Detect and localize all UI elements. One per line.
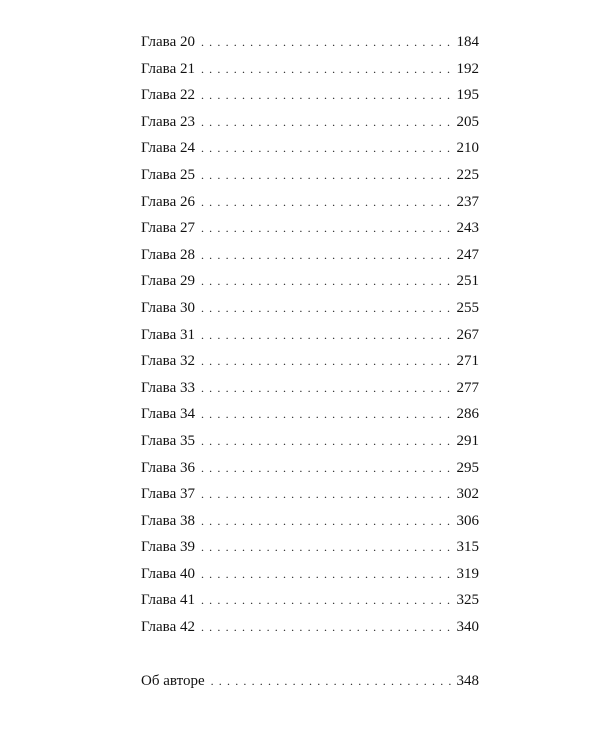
dot-leader <box>201 428 455 455</box>
toc-entry-page: 306 <box>456 512 479 529</box>
toc-entry-label: Глава 21 <box>141 60 195 77</box>
toc-entry-chapter[interactable] <box>141 242 479 269</box>
toc-entry-page: 251 <box>456 273 479 290</box>
toc-entry-page: 184 <box>456 34 479 50</box>
toc-entry-chapter[interactable] <box>141 189 479 216</box>
dot-leader <box>201 189 455 216</box>
toc-entry-about-author[interactable] <box>141 668 479 695</box>
toc-entry-chapter[interactable] <box>141 455 479 482</box>
toc-entry-page: 210 <box>456 140 479 157</box>
dot-leader <box>201 614 455 641</box>
toc-entry-label: Глава 25 <box>141 166 195 183</box>
toc-entry-chapter[interactable] <box>141 29 479 56</box>
toc-entry-label: Глава 20 <box>141 34 195 50</box>
dot-leader <box>201 162 455 189</box>
dot-leader <box>201 215 455 242</box>
toc-entry-page: 267 <box>456 326 479 343</box>
toc-entry-label: Глава 24 <box>141 140 195 157</box>
toc-entry-label: Глава 30 <box>141 299 195 316</box>
toc-entry-label: Об авторе <box>141 672 205 689</box>
toc-spacer <box>141 641 479 668</box>
dot-leader <box>201 295 455 322</box>
toc-entry-page: 255 <box>456 299 479 316</box>
toc-entry-page: 348 <box>456 672 479 689</box>
toc-entry-chapter[interactable] <box>141 295 479 322</box>
toc-entry-page: 295 <box>456 459 479 476</box>
toc-entry-label: Глава 36 <box>141 459 195 476</box>
toc-entry-chapter[interactable] <box>141 401 479 428</box>
toc-entry-chapter[interactable] <box>141 614 479 641</box>
toc-entry-label: Глава 27 <box>141 220 195 237</box>
toc-entry-chapter[interactable] <box>141 561 479 588</box>
dot-leader <box>201 534 455 561</box>
toc-entry-page: 237 <box>456 193 479 210</box>
dot-leader <box>201 109 455 136</box>
toc-entry-label: Глава 22 <box>141 87 195 104</box>
dot-leader <box>201 135 455 162</box>
toc-entry-label: Глава 29 <box>141 273 195 290</box>
toc-entry-chapter[interactable] <box>141 268 479 295</box>
toc-entry-chapter[interactable] <box>141 56 479 83</box>
dot-leader <box>201 56 455 83</box>
toc-entry-label: Глава 31 <box>141 326 195 343</box>
dot-leader <box>201 29 455 56</box>
toc-entry-page: 319 <box>456 565 479 582</box>
toc-entry-chapter[interactable] <box>141 481 479 508</box>
dot-leader <box>201 481 455 508</box>
toc-entry-page: 192 <box>456 60 479 77</box>
dot-leader <box>201 82 455 109</box>
toc-entry-chapter[interactable] <box>141 587 479 614</box>
chapter-list <box>141 29 479 641</box>
dot-leader <box>201 455 455 482</box>
toc-entry-label: Глава 39 <box>141 539 195 556</box>
toc-entry-chapter[interactable] <box>141 162 479 189</box>
toc-entry-label: Глава 33 <box>141 379 195 396</box>
toc-entry-label: Глава 26 <box>141 193 195 210</box>
toc-entry-label: Глава 38 <box>141 512 195 529</box>
toc-entry-label: Глава 32 <box>141 353 195 370</box>
toc-entry-label: Глава 41 <box>141 592 195 609</box>
toc-entry-page: 302 <box>456 486 479 503</box>
toc-entry-label: Глава 37 <box>141 486 195 503</box>
dot-leader <box>201 587 455 614</box>
toc-entry-chapter[interactable] <box>141 215 479 242</box>
toc-entry-label: Глава 42 <box>141 619 195 636</box>
dot-leader <box>201 508 455 535</box>
toc-entry-page: 340 <box>456 619 479 636</box>
dot-leader <box>201 401 455 428</box>
toc-entry-label: Глава 40 <box>141 565 195 582</box>
toc-entry-page: 243 <box>456 220 479 237</box>
dot-leader <box>201 348 455 375</box>
toc-entry-label: Глава 35 <box>141 432 195 449</box>
dot-leader <box>201 561 455 588</box>
toc-entry-page: 286 <box>456 406 479 423</box>
dot-leader <box>201 322 455 349</box>
toc-entry-page: 325 <box>456 592 479 609</box>
toc-entry-chapter[interactable] <box>141 534 479 561</box>
toc-entry-chapter[interactable] <box>141 322 479 349</box>
dot-leader <box>211 668 455 695</box>
toc-entry-page: 271 <box>456 353 479 370</box>
toc-entry-chapter[interactable] <box>141 508 479 535</box>
toc-entry-page: 195 <box>456 87 479 104</box>
toc-entry-label: Глава 34 <box>141 406 195 423</box>
toc-entry-page: 315 <box>456 539 479 556</box>
toc-entry-chapter[interactable] <box>141 375 479 402</box>
toc-entry-page: 205 <box>456 113 479 130</box>
toc-entry-chapter[interactable] <box>141 428 479 455</box>
toc-entry-chapter[interactable] <box>141 82 479 109</box>
toc-entry-chapter[interactable] <box>141 109 479 136</box>
dot-leader <box>201 242 455 269</box>
toc-entry-label: Глава 23 <box>141 113 195 130</box>
toc-entry-page: 291 <box>456 432 479 449</box>
toc-entry-label: Глава 28 <box>141 246 195 263</box>
toc-entry-chapter[interactable] <box>141 348 479 375</box>
toc-entry-chapter[interactable] <box>141 135 479 162</box>
table-of-contents <box>141 29 479 694</box>
toc-entry-page: 225 <box>456 166 479 183</box>
toc-entry-page: 277 <box>456 379 479 396</box>
dot-leader <box>201 268 455 295</box>
dot-leader <box>201 375 455 402</box>
toc-entry-page: 247 <box>456 246 479 263</box>
